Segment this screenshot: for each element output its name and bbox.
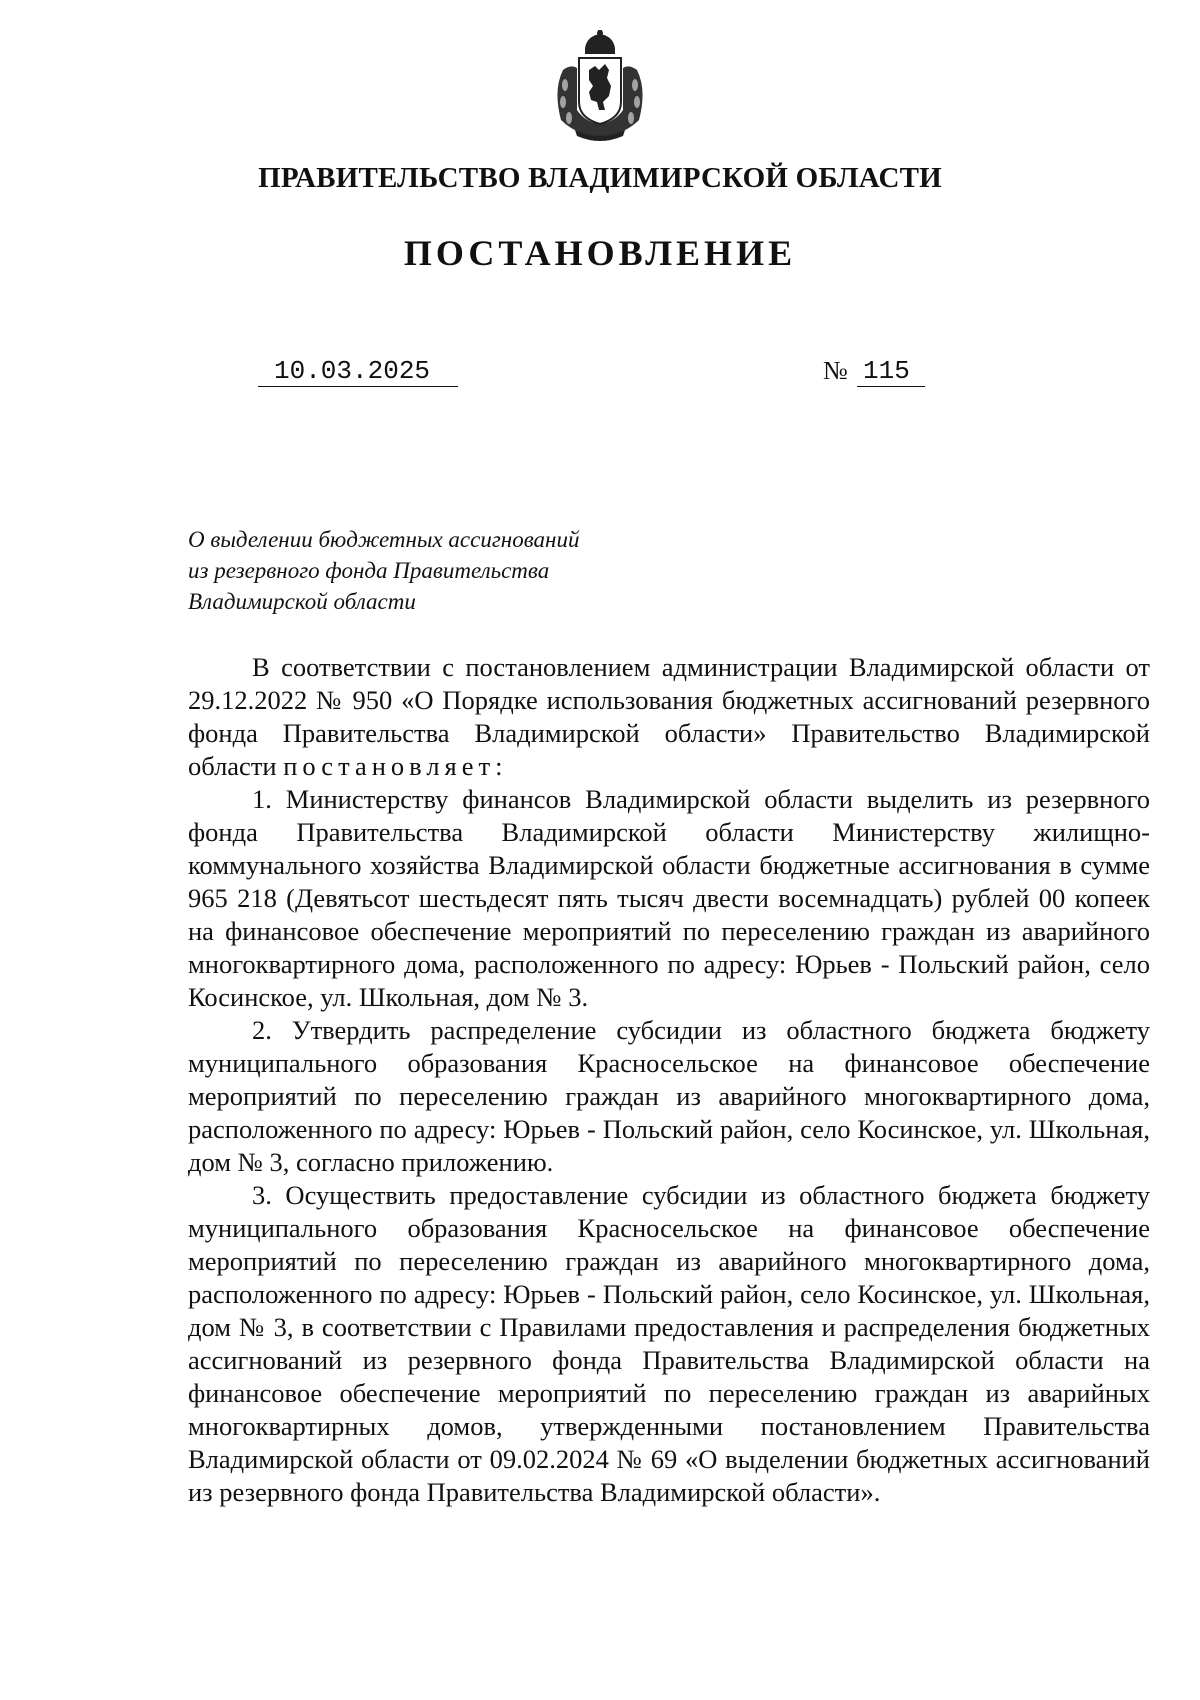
document-subject	[188, 524, 579, 617]
preamble-paragraph	[188, 651, 1150, 783]
document-body	[188, 651, 1150, 1509]
document-type-title: ПОСТАНОВЛЕНИЕ	[403, 233, 797, 273]
coat-of-arms-icon	[545, 30, 655, 142]
subject-line: из резервного фонда Правительства	[188, 558, 550, 583]
number-sign: №	[823, 356, 848, 385]
document-number: 115	[857, 356, 925, 387]
subject-line: О выделении бюджетных ассигнований	[188, 527, 580, 552]
resolves-word: постановляет:	[283, 751, 508, 781]
item-3-paragraph: 3. Осуществить предоставление субсидии из областного бюджета бюджету муниципального образования Красносельское на финансовое обеспечение мероприятий по переселению граждан из аварийного многоквартирного дома, расположенного по адресу: Юрьев - Польский район, село Косинское, ул. Школьная, дом № 3, в соответствии с Правилами предоставления и распределения бюджетных ассигнований из резервного фонда Правительства Владимирской области на финансовое обеспечение мероприятий по переселению граждан из аварийных многоквартирных домов, утвержденными постановлением Правительства Владимирской области от 09.02.2024 № 69 «О выделении бюджетных ассигнований из резервного фонда Правительства Владимирской области».	[188, 1180, 1150, 1507]
subject-line: Владимирской области	[188, 589, 416, 614]
issuing-authority: ПРАВИТЕЛЬСТВО ВЛАДИМИРСКОЙ ОБЛАСТИ	[258, 162, 942, 194]
document-date: 10.03.2025	[258, 356, 458, 387]
preamble-text: В соответствии с постановлением администрации Владимирской области от 29.12.2022 № 950 «О Порядке использования бюджетных ассигнований резервного фонда Правительства Владимирской области» Правительство Владимирской области	[188, 652, 1150, 781]
item-1-paragraph: 1. Министерству финансов Владимирской области выделить из резервного фонда Правительства Владимирской области Министерству жилищно-коммунального хозяйства Владимирской области бюджетные ассигнования в сумме 965 218 (Девятьсот шестьдесят пять тысяч двести восемнадцать) рублей 00 копеек на финансовое обеспечение мероприятий по переселению граждан из аварийного многоквартирного дома, расположенного по адресу: Юрьев - Польский район, село Косинское, ул. Школьная, дом № 3.	[188, 784, 1150, 1012]
item-2-paragraph: 2. Утвердить распределение субсидии из областного бюджета бюджету муниципального образования Красносельское на финансовое обеспечение мероприятий по переселению граждан из аварийного многоквартирного дома, расположенного по адресу: Юрьев - Польский район, село Косинское, ул. Школьная, дом № 3, согласно приложению.	[188, 1015, 1150, 1177]
